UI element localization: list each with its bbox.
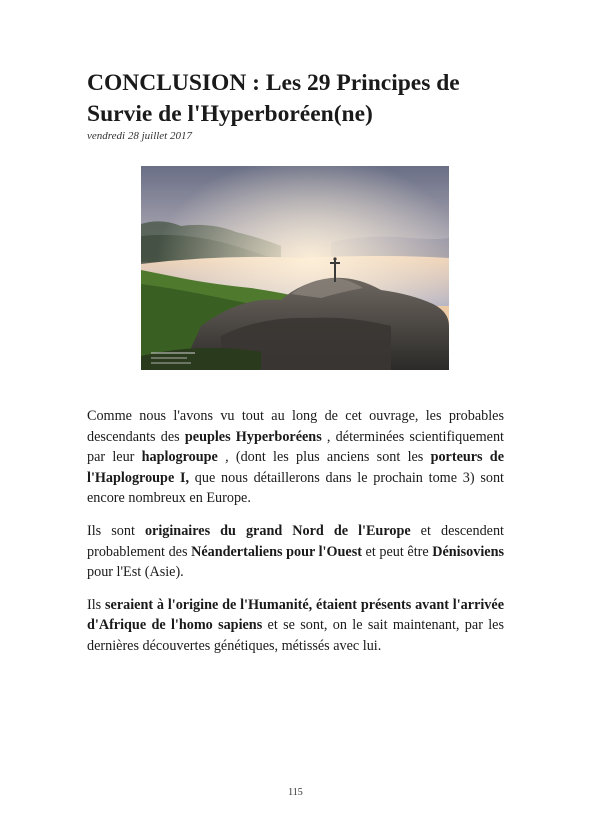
bold-phrase: Néandertaliens pour l'Ouest [191, 543, 362, 560]
bold-phrase: porteurs de l'Haplogroupe I, [87, 449, 504, 486]
page-title: CONCLUSION : Les 29 Principes de Survie de l'Hyperboréen(ne) [87, 70, 460, 127]
text-run: , déterminées scientifiquement par leur [87, 428, 504, 466]
bold-phrase: originaires du grand Nord de l'Europe [144, 522, 411, 539]
text-run: Comme nous l'avons vu tout au long de cet ouvrage, les probables descendants des [87, 408, 504, 445]
text-run: et peut être [361, 543, 433, 560]
landscape-photo [141, 166, 449, 370]
text-run: Ils sont [87, 522, 145, 539]
paragraph [87, 521, 504, 583]
landscape-photo-graphic [141, 166, 449, 370]
bold-phrase: peuples Hyperboréens [184, 428, 322, 445]
text-run: pour l'Est (Asie). [87, 564, 184, 581]
text-run: et descendent probablement des [87, 522, 504, 560]
paragraph [87, 595, 504, 657]
bold-phrase: Dénisoviens [432, 543, 504, 560]
text-run: , (dont les plus anciens sont les [217, 449, 431, 466]
post-date: vendredi 28 juillet 2017 [87, 130, 192, 142]
page-number: 115 [288, 787, 303, 798]
bold-phrase: haplogroupe [141, 449, 218, 466]
bold-phrase: seraient à l'origine de l'Humanité, étaient présents avant l'arrivée d'Afrique de l'homo sapiens [87, 596, 504, 634]
paragraph [87, 406, 504, 509]
text-run: et se sont, on le sait maintenant, par les dernières découvertes génétiques, métissés avec lui. [87, 617, 505, 654]
text-run: que nous détaillerons dans le prochain tome 3) sont encore nombreux en Europe. [87, 469, 504, 507]
body-text [87, 406, 504, 669]
text-run: Ils [87, 596, 106, 613]
